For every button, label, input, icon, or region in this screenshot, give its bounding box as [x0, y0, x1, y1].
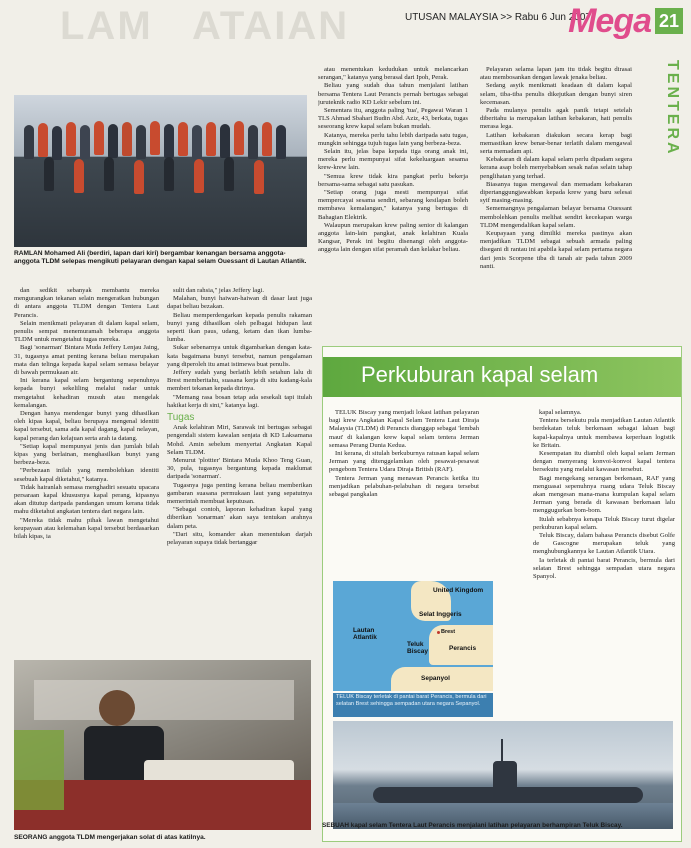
paragraph: Malahan, bunyi haiwan-haiwan di dasar laut juga dapat beliau bezakan. — [167, 295, 312, 311]
paragraph: "Setiap kapal mempunyai jenis dan jumlah bilah kipas yang berlainan, menghasilkan bunyi yang berbeza-beza. — [14, 442, 159, 467]
paragraph: Keupayaan yang dimiliki mereka pastinya akan menjadikan TLDM sebagai sebuah armada paling disegani di rantau ini apabila kapal selam pertama negara dari jenis Scorpene tiba di tanah air pada tahun 2009 nanti. — [480, 230, 632, 270]
paragraph: Selain itu, jelas bapa kepada tiga orang anak ini, mereka perlu mempunyai sifat kekeluargaan sesama krew-krew lain. — [318, 148, 468, 172]
paragraph: "Sebagai contoh, laporan kehadiran kapal yang diberikan 'sonarman' akan saya tentukan arahnya dalam peta. — [167, 506, 312, 530]
paragraph: Menurut 'plottter' Bintara Muda Khoo Teng Guan, 30, pula, tugasnya bergantung kepada maklumat daripada 'sonarman'. — [167, 457, 312, 481]
map-label-uk: United Kingdom — [433, 587, 484, 594]
paragraph: "Dari situ, komander akan menentukan darjah pelayaran supaya tidak bertanggar — [167, 530, 312, 547]
paragraph: Pada mulanya penulis agak panik tetapi setelah diberitahu ia merupakan latihan kebakaran, hati penulis merasa lega. — [480, 107, 632, 131]
paragraph: Selain menikmati pelayaran di dalam kapal selam, penulis sempat menemuramah beberapa anggota TLDM untuk mengetahui tugas mereka. — [14, 319, 159, 344]
map-caption: TELUK Biscay terletak di pantai barat Perancis, bermula dari selatan Brest sehingga sempadan utara negara Sepanyol. — [333, 693, 493, 717]
paragraph: Bagi mengekang serangan berkenaan, RAF yang menguasai sepenuhnya ruang udara Teluk Biscay akan mengesan mana-mana kumpulan kapal selam Jerman yang berada di kawasan berkenaan lalu menggugurkan bom-bom. — [533, 474, 675, 515]
paragraph: atau menentukan kedudukan untuk melancarkan serangan," katanya yang berasal dari Ipoh, Perak. — [318, 66, 468, 82]
paragraph: Sememangnya pengalaman belayar bersama Ouessant membolehkan penulis melihat sendiri kecekapan warga TLDM mengendalikan kapal selam. — [480, 205, 632, 229]
paragraph: Ini kerana, di situlah berkuburnya ratusan kapal selam Jerman yang ditenggelamkan oleh pesawat-pesawat pengebom Tentera Udara Diraja British (RAF). — [329, 450, 479, 474]
paragraph: Kesempatan itu diambil oleh kapal selam Jerman dengan menyerang konvoi-konvoi kapal tentera bersekutu yang melalui kawasan tersebut. — [533, 450, 675, 474]
paragraph: Latihan kebakaran diakukan secara kerap bagi memastikan krew benar-benar terlatih dalam mengawal serta memadam api. — [480, 131, 632, 156]
paragraph: Katanya, mereka perlu tahu lebih daripada satu tugas, mungkin sehingga tujuh tugas lain yang berbeza-beza. — [318, 131, 468, 147]
paragraph: Dengan hanya mendengar bunyi yang dihasilkan oleh kipas kapal, beliau berupaya mengenal identiti kapal tersebut, sama ada kapal dagang, kapal nelayan, kapal perang dan kelajuan serta arah ia datang. — [14, 410, 159, 442]
paper-dateline: UTUSAN MALAYSIA >> Rabu 6 Jun 2007 — [404, 12, 591, 23]
page-number: 21 — [655, 8, 683, 34]
sidebar-feature-box — [322, 346, 682, 842]
paragraph: "Setiap orang juga mesti mempunyai sifat mempercayai sesama sendiri, sebarang kesilapan boleh membawa kemalangan," katanya yang bertugas di Bahagian Elektrik. — [318, 189, 468, 221]
paragraph: Biasanya tugas mengawal dan memadam kebakaran dipertanggungjawabkan kepada krew yang baru selesai syif masing-masing. — [480, 180, 632, 205]
map-label-spain: Sepanyol — [421, 675, 450, 682]
paragraph: Sementara itu, anggota paling 'tua', Pegawai Waran 1 TLS Ahmad Sbahari Budin Abd. Aziz, 43, berkata, tugas seseorang krew kapal selam bukan mudah. — [318, 107, 468, 131]
paragraph: Ia terletak di pantai barat Perancis, bermula dari selatan Brest sehingga sempadan utara negara Spanyol. — [533, 556, 675, 581]
paragraph: Sukar sebenarnya untuk digambarkan dengan kata-kata bagaimana bunyi tersebut, namun pengalaman yang diperoleh itu amat istimewa buat penulis. — [167, 344, 312, 368]
background-headline-graphic: LAM ATAIAN — [60, 4, 350, 48]
brest-marker — [437, 631, 440, 634]
paragraph: Anak kelahiran Miri, Sarawak ini bertugas sebagai pengendali sistem kawalan senjata di KD Laksamana Mohd. Amin sebelum menyertai Angkatan Kapal Selam TLDM. — [167, 424, 312, 456]
article-column-1 — [14, 287, 159, 655]
paragraph: sulit dan rahsia," jelas Jeffery lagi. — [173, 287, 265, 294]
feature-banner — [323, 357, 681, 397]
paragraph: dan sedikit sebanyak membantu mereka mengurangkan tekanan selain mengeratkan hubungan di antara anggota TLDM dengan Tentera Laut Perancis. — [14, 287, 159, 319]
paragraph: Teluk Biscay, dalam bahasa Perancis disebut Golfe de Gascogne merupakan teluk yang menghubungkannya ke Lautan Atlantik Utara. — [533, 532, 675, 556]
article-column-4 — [480, 66, 632, 371]
paragraph: Ini kerana kapal selam bergantung sepenuhnya kepada bunyi sekeliling melalui radar untuk mengetahui kehadiran musuh atau mengelak kemalangan. — [14, 377, 159, 409]
paragraph: "Perbezaan inilah yang membolehkan identiti sesebuah kapal diketahui," katanya. — [14, 467, 159, 483]
feature-column-1 — [329, 409, 479, 574]
paragraph: Tentera Jerman yang menawan Perancis ketika itu menjadikan pelabuhan-pelabuhan di negara tersebut sebagai pangkalan — [329, 474, 479, 499]
subheading: Tugas — [167, 412, 195, 424]
map-label-channel: Selat Inggeris — [419, 611, 462, 618]
paragraph: Pelayaran selama lapan jam itu tidak begitu dirasai atau membosankan dengan lawak jenaka beliau. — [480, 66, 632, 82]
paragraph: Tentera bersekutu pula menjadikan Lautan Atlantik berdekatan teluk berkenaan sebagai laluan bagi kapal-kapalnya untuk membawa keperluan logistik ke Britain. — [533, 417, 675, 449]
paragraph: "Semua krew tidak kira pangkat perlu bekerja bersama-sama sebagai satu pasukan. — [318, 172, 468, 188]
paragraph: Itulah sebabnya kenapa Teluk Biscay turut digelar perkuburan kapal selam. — [533, 515, 675, 531]
map-label-brest: Brest — [441, 629, 456, 635]
paragraph: Beliau yang sudah dua tahun menjalani latihan bersama Tentera Laut Perancis pernah bertugas sebagai juruteknik radio KD Lekir sebelum ini. — [318, 82, 468, 106]
sailor-photo-caption: SEORANG anggota TLDM mengerjakan solat di atas katilnya. — [14, 834, 206, 841]
paragraph: Kebakaran di dalam kapal selam perlu dipadam segera kerana asap boleh menyebabkan sesak nafas selain tahap penglihatan yang terhad. — [480, 156, 632, 180]
paragraph: Jeffery sudah yang berlatih lebih setahun lalu di Brest memberitahu, suasana kerja di situ kadang-kala memberi tekanan kepada dirinya. — [167, 369, 312, 393]
brand-logo: Mega — [568, 2, 651, 40]
paragraph: TELUK Biscay yang menjadi lokasi latihan pelayaran bagi krew Angkatan Kapal Selam Tentera Laut Diraja Malaysia (TLDM) di Perancis dianggap sebagai 'lembah maut' di kalangan krew kapal selam tentera Jerman semasa Perang Dunia Kedua. — [329, 409, 479, 449]
article-column-2 — [167, 287, 312, 655]
paragraph: Tidak hairanlah semasa menghadiri sesuatu upacara persaraan kapal khususnya kapal perang, kipasnya akan ditutup daripada pandangan umum kerana tidak mahu diketahui angkatan tentera dari negara lain. — [14, 483, 159, 516]
masthead — [0, 0, 691, 48]
feature-title: Perkuburan kapal selam — [361, 362, 599, 387]
paragraph: "Memang rasa bosan tetap ada sesekali tapi itulah hakikat kerja di sini," katanya lagi. — [167, 393, 312, 409]
paragraph: Sedang asyik menikmati keadaan di dalam kapal selam, tiba-tiba penulis dikejutkan dengan bunyi siren kecemasan. — [480, 82, 632, 106]
map-label-biscay: Teluk Biscay — [407, 641, 428, 655]
map-label-atlantic: Lautan Atlantik — [353, 627, 377, 641]
paragraph: Beliau memperdengarkan kepada penulis rakaman bunyi yang dihasilkan oleh pelbagai hidupan laut seperti ikan paus, udang, ketam dan ikan lumba-lumba. — [167, 311, 312, 344]
article-column-3 — [318, 66, 468, 371]
submarine-photo — [333, 721, 673, 829]
paragraph: Walaupun merupakan krew paling senior di kalangan anggota lain-lain pangkat, anak kelahiran Kuala Kangsar, Perak ini begitu disenangi oleh anggota-anggota lain dengan sifat peramah dan kelakar beliau. — [318, 221, 468, 254]
biscay-map — [333, 581, 493, 691]
submarine-photo-caption: SEBUAH kapal selam Tentera Laut Perancis menjalani latihan pelayaran berhampiran Teluk Biscay. — [322, 822, 623, 829]
paragraph: Bagi 'sonarman' Bintara Muda Jeffery Lenjau Jaing, 31, tugasnya amat penting kerana beliau merupakan mata dan telinga kepada kapal selam semasa belayar di bawah permukaan air. — [14, 344, 159, 377]
paragraph: kapal selamnya. — [539, 409, 582, 416]
crew-photo-caption: RAMLAN Mohamed Ali (berdiri, lapan dari kiri) bergambar kenangan bersama anggota-anggota TLDM selepas mengikuti pelayaran dengan kapal selam Ouessant di Lautan Atlantik. — [14, 250, 307, 265]
feature-column-2 — [533, 409, 675, 699]
sailor-praying-photo — [14, 660, 311, 830]
crew-group-photo — [14, 95, 307, 247]
section-label: TENTERA — [664, 60, 681, 157]
map-label-france: Perancis — [449, 645, 477, 652]
paragraph: "Mereka tidak mahu pihak lawan mengetahui keupayaan atau kelemahan kapal tersebut berdasarkan bilah kipas, ia — [14, 516, 159, 541]
paragraph: Tugasnya juga penting kerana beliau memberikan gambaran suasana permukaan laut yang sepatutnya memerintah membuat keputusan. — [167, 481, 312, 506]
